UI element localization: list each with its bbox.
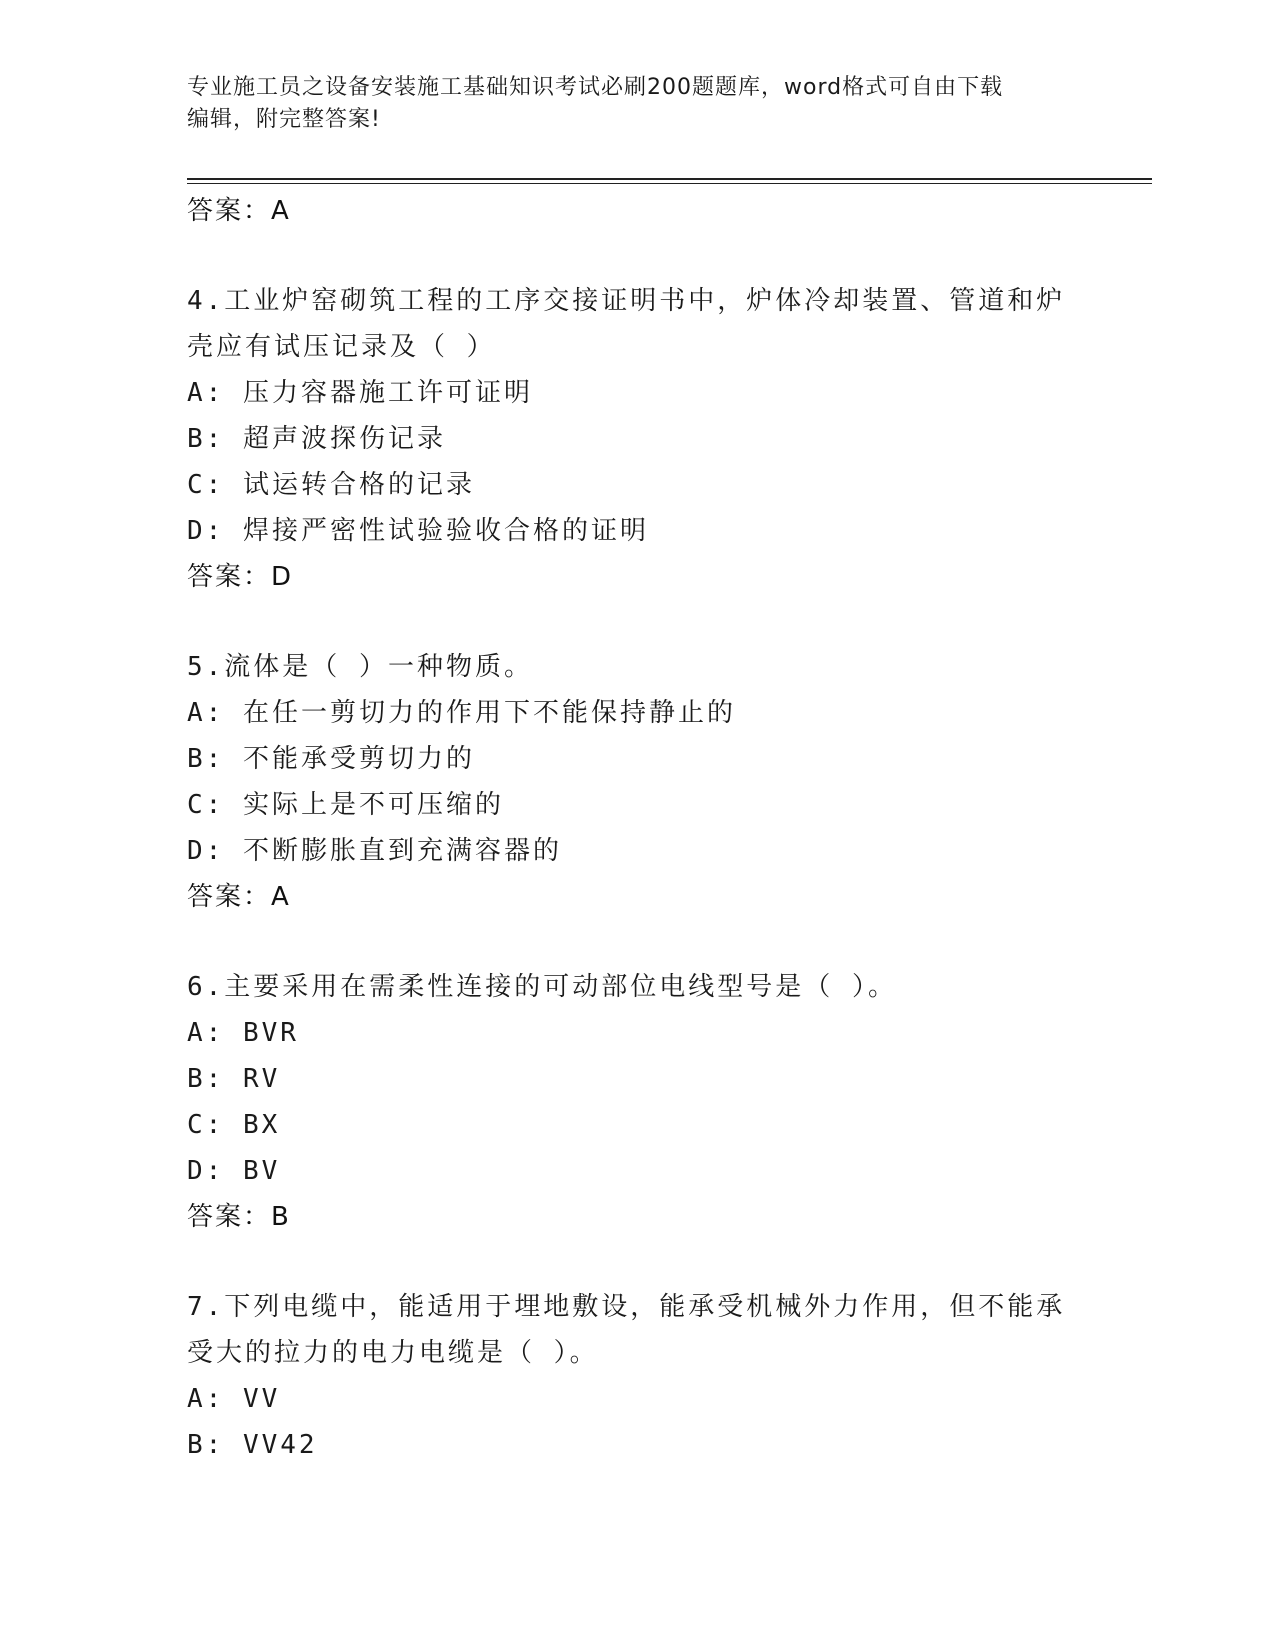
option-a: A: 压力容器施工许可证明	[187, 378, 533, 408]
document-header	[187, 72, 1067, 136]
question-stem: 5.流体是（ ）一种物质。	[187, 652, 533, 682]
question-stem: 壳应有试压记录及（ ）	[187, 332, 496, 362]
question-stem: 受大的拉力的电力电缆是（ ）。	[187, 1338, 599, 1368]
option-b: B: RV	[187, 1064, 281, 1094]
question-stem: 7.下列电缆中，能适用于埋地敷设，能承受机械外力作用，但不能承	[187, 1292, 1066, 1322]
header-divider-thin	[187, 183, 1152, 184]
option-d: D: BV	[187, 1156, 281, 1186]
option-c: C: 实际上是不可压缩的	[187, 790, 504, 820]
question-block	[187, 278, 1087, 600]
option-a: A: 在任一剪切力的作用下不能保持静止的	[187, 698, 736, 728]
answer-value: A	[271, 882, 290, 912]
answer-label: 答案：	[187, 1202, 272, 1232]
option-b: B: 不能承受剪切力的	[187, 744, 475, 774]
header-line-2: 编辑，附完整答案!	[187, 107, 381, 132]
header-line-1: 专业施工员之设备安装施工基础知识考试必刷200题题库，word格式可自由下载	[187, 75, 1004, 100]
question-stem: 4.工业炉窑砌筑工程的工序交接证明书中，炉体冷却装置、管道和炉	[187, 286, 1066, 316]
option-b: B: VV42	[187, 1430, 318, 1460]
option-c: C: 试运转合格的记录	[187, 470, 475, 500]
answer-label: 答案：	[187, 882, 272, 912]
answer-line	[187, 1194, 1087, 1240]
answer-value: D	[271, 562, 293, 592]
answer-label: 答案：	[187, 196, 272, 226]
answer-value: A	[271, 196, 290, 226]
option-d: D: 不断膨胀直到充满容器的	[187, 836, 562, 866]
answer-line	[187, 554, 1087, 600]
question-stem: 6.主要采用在需柔性连接的可动部位电线型号是（ ）。	[187, 972, 897, 1002]
header-divider-thick	[187, 178, 1152, 180]
question-list	[187, 188, 1087, 1468]
question-block	[187, 644, 1087, 920]
question-block	[187, 964, 1087, 1240]
answer-value: B	[271, 1202, 290, 1232]
option-c: C: BX	[187, 1110, 281, 1140]
answer-label: 答案：	[187, 562, 272, 592]
question-block	[187, 1284, 1087, 1468]
answer-line	[187, 188, 1087, 234]
option-a: A: BVR	[187, 1018, 299, 1048]
answer-line	[187, 874, 1087, 920]
option-d: D: 焊接严密性试验验收合格的证明	[187, 516, 649, 546]
option-a: A: VV	[187, 1384, 281, 1414]
option-b: B: 超声波探伤记录	[187, 424, 446, 454]
